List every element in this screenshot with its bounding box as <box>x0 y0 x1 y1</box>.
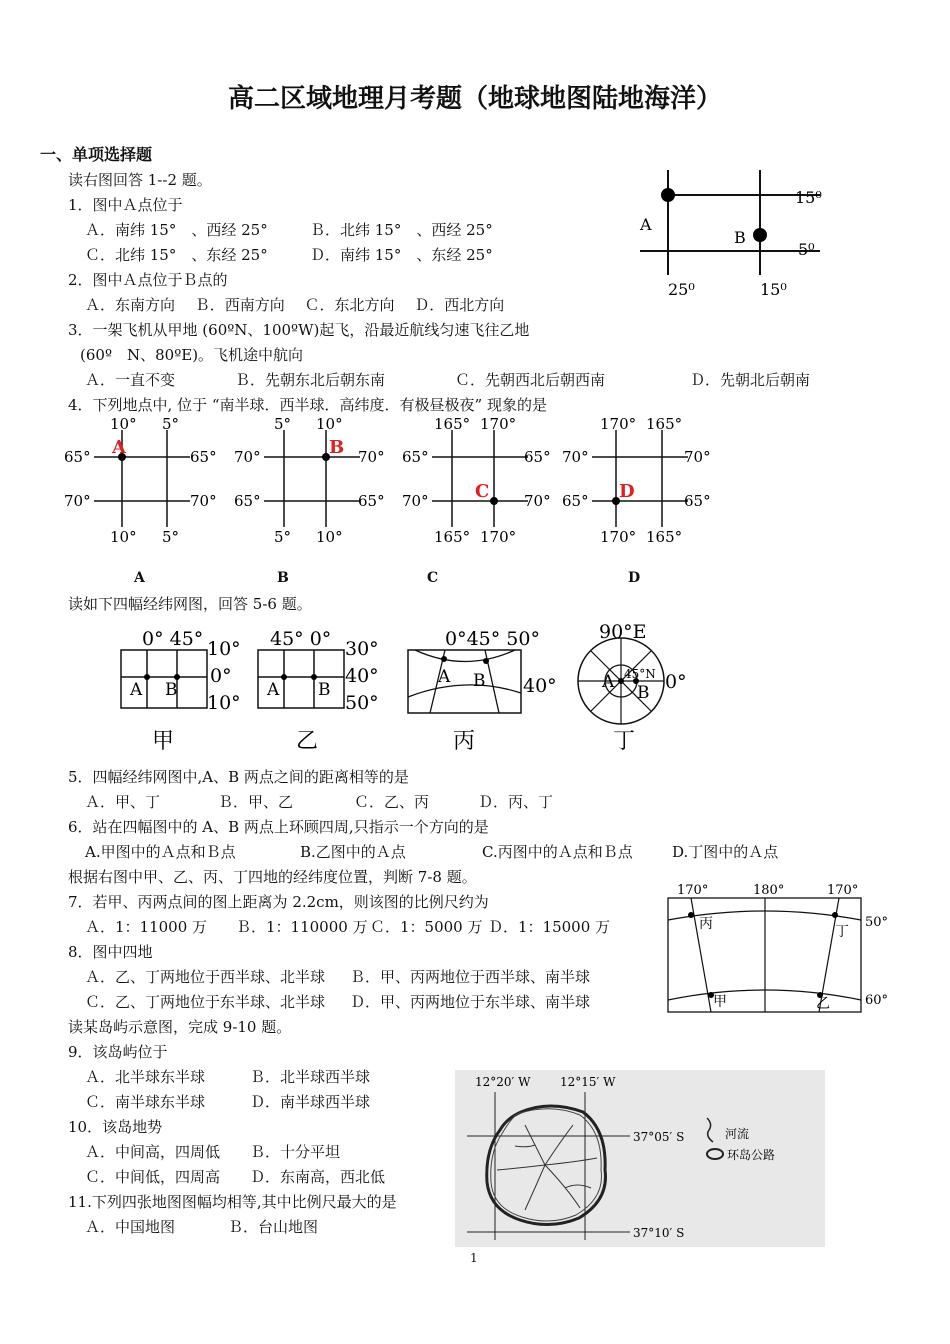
legend-road: 环岛公路 <box>727 1148 776 1162</box>
place-ding: 丁 <box>835 924 849 940</box>
lon-label: 170° <box>827 883 859 898</box>
point-a: A <box>602 672 615 692</box>
q10-option-a[interactable]: Ａ．中间高，四周低 <box>85 1143 221 1161</box>
q8-option-d[interactable]: Ｄ．甲、丙两地位于东半球、南半球 <box>350 993 591 1011</box>
tick: 70° <box>234 448 261 466</box>
point-label: B <box>329 437 345 458</box>
q7-option-a[interactable]: Ａ．1：11000 万 <box>85 918 208 936</box>
legend-river: 河流 <box>725 1127 750 1141</box>
grid-fig-yi <box>252 625 387 755</box>
lat-label: 40° <box>523 675 557 697</box>
question-8: 8．图中四地 <box>68 943 153 961</box>
question-6: 6．站在四幅图中的 A、B 两点上环顾四周,只指示一个方向的是 <box>68 818 489 836</box>
q2-options[interactable]: Ａ．东南方向 Ｂ．西南方向 Ｃ．东北方向 Ｄ．西北方向 <box>85 296 505 314</box>
tick: 70° <box>562 448 589 466</box>
intro-q5-6: 读如下四幅经纬网图，回答 5-6 题。 <box>68 595 312 613</box>
q4-option-b[interactable]: B <box>277 570 289 586</box>
lon-label: 0° <box>665 671 687 693</box>
tick: 65° <box>64 448 91 466</box>
inner-label: 45°N <box>624 667 656 681</box>
tick: 65° <box>402 448 429 466</box>
lon-left-label: 25⁰ <box>668 280 695 299</box>
fig-name: 甲 <box>152 729 175 754</box>
tick: 65° <box>358 492 385 510</box>
q4-grid-d <box>560 415 720 550</box>
lat-top-label: 37°05′ S <box>633 1130 685 1144</box>
lon-right-label: 12°15′ W <box>560 1075 616 1089</box>
intro-q9-10: 读某岛屿示意图，完成 9-10 题。 <box>68 1018 292 1036</box>
lat-label: 10° <box>207 692 241 714</box>
lon-label: 180° <box>753 883 785 898</box>
point-label: A <box>112 437 126 458</box>
tick: 170° <box>480 415 517 433</box>
tick: 10° <box>110 528 137 546</box>
place-jia: 甲 <box>713 994 727 1010</box>
tick: 10° <box>316 415 343 433</box>
question-7: 7．若甲、丙两点间的图上距离为 2.2cm，则该图的比例尺约为 <box>68 893 489 911</box>
q1-option-c[interactable]: Ｃ．北纬 15° 、东经 25° <box>85 246 268 264</box>
point-b-label: B <box>734 228 746 247</box>
lat-label: 10° <box>207 638 241 660</box>
top-label: 90°E <box>599 621 647 643</box>
question-3-cont: (60º N、80ºE)。飞机途中航向 <box>80 346 304 364</box>
tick: 165° <box>646 528 683 546</box>
tick: 70° <box>64 492 91 510</box>
q6-option-b[interactable]: B.乙图中的Ａ点 <box>300 843 406 861</box>
tick: 70° <box>684 448 711 466</box>
island-map <box>455 1070 825 1247</box>
q5-option-b[interactable]: Ｂ．甲、乙 <box>218 793 294 811</box>
point-b: B <box>165 680 178 700</box>
grid-fig-ding <box>573 618 703 753</box>
tick: 165° <box>434 415 471 433</box>
point-a: A <box>130 680 143 700</box>
tick: 10° <box>110 415 137 433</box>
point-a: A <box>267 680 280 700</box>
lat-bottom-label: 5⁰ <box>798 240 815 259</box>
q4-option-a[interactable]: A <box>134 570 145 586</box>
question-11: 11.下列四张地图图幅均相等,其中比例尺最大的是 <box>68 1193 397 1211</box>
q1-2-figure <box>630 165 840 305</box>
q5-option-a[interactable]: Ａ．甲、丁 <box>85 793 161 811</box>
q9-option-c[interactable]: Ｃ．南半球东半球 <box>85 1093 206 1111</box>
grid-fig-bing <box>405 625 565 755</box>
q8-option-c[interactable]: Ｃ．乙、丁两地位于东半球、北半球 <box>85 993 326 1011</box>
lat-label: 50° <box>865 915 889 930</box>
tick: 165° <box>646 415 683 433</box>
intro-q1-2: 读右图回答 1--2 题。 <box>68 171 212 189</box>
grid-fig-jia <box>115 625 250 755</box>
q7-option-c[interactable]: Ｃ．1：5000 万 <box>370 918 483 936</box>
lat-label: 30° <box>345 638 379 660</box>
tick: 5° <box>274 528 292 546</box>
question-9: 9．该岛屿位于 <box>68 1043 168 1061</box>
lat-label: 0° <box>210 665 232 687</box>
lon-label: 170° <box>677 883 709 898</box>
point-a-label: A <box>640 215 652 234</box>
q6-option-d[interactable]: D.丁图中的Ａ点 <box>672 843 779 861</box>
tick: 170° <box>600 415 637 433</box>
top-label: 45° 0° <box>270 628 332 650</box>
tick: 170° <box>480 528 517 546</box>
tick: 65° <box>562 492 589 510</box>
q9-option-d[interactable]: Ｄ．南半球西半球 <box>250 1093 371 1111</box>
point-a: A <box>438 667 451 687</box>
question-2: 2．图中Ａ点位于Ｂ点的 <box>68 271 228 289</box>
question-4: 4．下列地点中, 位于 “南半球．西半球．高纬度．有极昼极夜” 现象的是 <box>68 396 547 414</box>
question-10: 10．该岛地势 <box>68 1118 163 1136</box>
q3-option-a[interactable]: Ａ．一直不变 <box>85 371 176 389</box>
place-yi: 乙 <box>816 996 830 1012</box>
lat-label: 50° <box>345 692 379 714</box>
tick: 5° <box>162 415 180 433</box>
q7-8-figure <box>665 880 900 1020</box>
q1-option-d[interactable]: Ｄ．南纬 15° 、东经 25° <box>310 246 493 264</box>
q1-option-a[interactable]: Ａ．南纬 15° 、西经 25° <box>85 221 268 239</box>
page-number: 1 <box>470 1251 478 1265</box>
q11-option-b[interactable]: Ｂ．台山地图 <box>228 1218 319 1236</box>
q11-option-a[interactable]: Ａ．中国地图 <box>85 1218 176 1236</box>
tick: 65° <box>524 448 551 466</box>
q3-option-b[interactable]: Ｂ．先朝东北后朝东南 <box>235 371 386 389</box>
tick: 170° <box>600 528 637 546</box>
section-heading: 一、单项选择题 <box>40 145 153 164</box>
tick: 70° <box>402 492 429 510</box>
q9-option-b[interactable]: Ｂ．北半球西半球 <box>250 1068 371 1086</box>
q4-option-c[interactable]: C <box>427 570 439 586</box>
lon-left-label: 12°20′ W <box>475 1075 531 1089</box>
tick: 65° <box>234 492 261 510</box>
tick: 5° <box>162 528 180 546</box>
point-b-dot <box>753 228 767 242</box>
q4-grid-c <box>400 415 560 550</box>
lon-right-label: 15⁰ <box>760 280 787 299</box>
fig-name: 丁 <box>613 729 636 754</box>
lat-bottom-label: 37°10′ S <box>633 1226 685 1240</box>
tick: 65° <box>190 448 217 466</box>
lat-label: 60° <box>865 993 889 1008</box>
q8-option-b[interactable]: Ｂ．甲、丙两地位于西半球、南半球 <box>350 968 591 986</box>
point-b: B <box>473 671 486 691</box>
tick: 70° <box>190 492 217 510</box>
point-b: B <box>637 683 650 703</box>
tick: 10° <box>316 528 343 546</box>
q9-option-a[interactable]: Ａ．北半球东半球 <box>85 1068 206 1086</box>
lat-label: 40° <box>345 665 379 687</box>
question-1: 1．图中Ａ点位于 <box>68 196 183 214</box>
q7-option-d[interactable]: Ｄ．1：15000 万 <box>488 918 611 936</box>
q10-option-b[interactable]: Ｂ．十分平坦 <box>250 1143 341 1161</box>
q6-option-c[interactable]: C.丙图中的Ａ点和Ｂ点 <box>482 843 633 861</box>
q10-option-c[interactable]: Ｃ．中间低，四周高 <box>85 1168 221 1186</box>
q5-option-c[interactable]: Ｃ．乙、丙 <box>354 793 430 811</box>
fig-name: 乙 <box>296 729 319 754</box>
q1-option-b[interactable]: Ｂ．北纬 15° 、西经 25° <box>310 221 493 239</box>
tick: 65° <box>684 492 711 510</box>
tick: 165° <box>434 528 471 546</box>
place-bing: 丙 <box>699 916 713 932</box>
q3-option-d[interactable]: Ｄ．先朝北后朝南 <box>690 371 811 389</box>
point-a-dot <box>661 188 675 202</box>
question-3: 3．一架飞机从甲地 (60ºN、100ºW)起飞，沿最近航线匀速飞往乙地 <box>68 321 530 339</box>
top-label: 0°45° 50° <box>445 628 540 650</box>
q4-grid-a <box>62 415 222 550</box>
q3-option-c[interactable]: Ｃ．先朝西北后朝西南 <box>455 371 606 389</box>
q8-option-a[interactable]: Ａ．乙、丁两地位于西半球、北半球 <box>85 968 326 986</box>
point-label: C <box>475 481 490 502</box>
tick: 70° <box>358 448 385 466</box>
intro-q7-8: 根据右图中甲、乙、丙、丁四地的经纬度位置，判断 7-8 题。 <box>68 868 477 886</box>
q4-option-d[interactable]: D <box>628 570 641 586</box>
question-5: 5．四幅经纬网图中,A、B 两点之间的距离相等的是 <box>68 768 409 786</box>
q4-grid-b <box>232 415 392 550</box>
q7-option-b[interactable]: Ｂ．1：110000 万 <box>236 918 368 936</box>
fig-name: 丙 <box>453 729 476 754</box>
tick: 5° <box>274 415 292 433</box>
lat-top-label: 15⁰ <box>795 188 822 207</box>
tick: 70° <box>524 492 551 510</box>
top-label: 0° 45° <box>142 628 204 650</box>
point-b: B <box>318 680 331 700</box>
q6-option-a[interactable]: A.甲图中的Ａ点和Ｂ点 <box>85 843 236 861</box>
q10-option-d[interactable]: Ｄ．东南高，西北低 <box>250 1168 386 1186</box>
point-label: D <box>619 481 635 502</box>
page-title: 高二区域地理月考题（地球地图陆地海洋） <box>227 84 722 114</box>
q5-option-d[interactable]: Ｄ．丙、丁 <box>478 793 554 811</box>
